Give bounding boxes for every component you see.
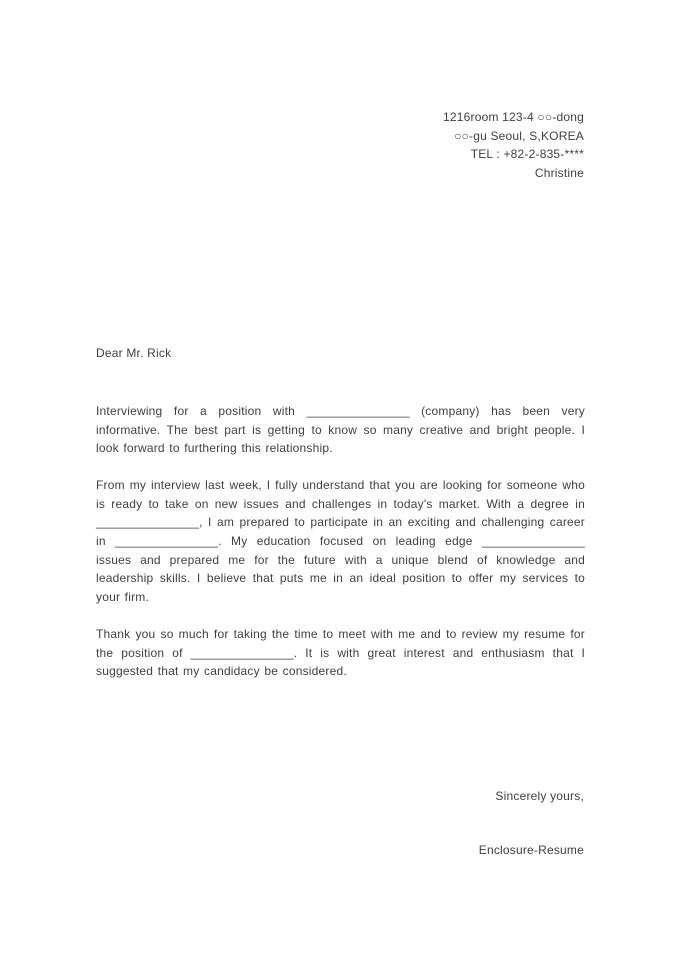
sender-name: Christine — [534, 165, 584, 180]
salutation: Dear Mr. Rick — [96, 346, 172, 360]
sender-address-block — [443, 108, 584, 182]
letter-body — [96, 402, 585, 681]
sender-address-line-2: ○○-gu Seoul, S,KOREA — [454, 128, 584, 143]
sender-phone-line: TEL : +82-2-835-**** — [470, 147, 584, 161]
body-paragraph-3: Thank you so much for taking the time to meet with me and to review my resume for the position of _______________. It is with great interest and enthusiasm that I suggested that my candidacy be considered. — [96, 626, 585, 679]
body-paragraph-2: From my interview last week, I fully understand that you are looking for someone who is ready to take on new issues and challenges in today's market. With a degree in _______________, I am prepared to participate in an exciting and challenging career in _______________. My education focused on leading edge _______________ issues and prepared me for the future with a unique blend of knowledge and leadership skills. I believe that puts me in an ideal position to offer my services to your firm. — [96, 478, 585, 604]
sender-address-line-1: 1216room 123-4 ○○-dong — [443, 110, 584, 124]
closing-signoff: Sincerely yours, — [495, 789, 584, 803]
body-paragraph-1: Interviewing for a position with _______________ (company) has been very informative. The best part is getting to know so many creative and bright people. I look forward to furthering this relationship. — [96, 404, 585, 456]
enclosure-note: Enclosure-Resume — [478, 843, 584, 857]
